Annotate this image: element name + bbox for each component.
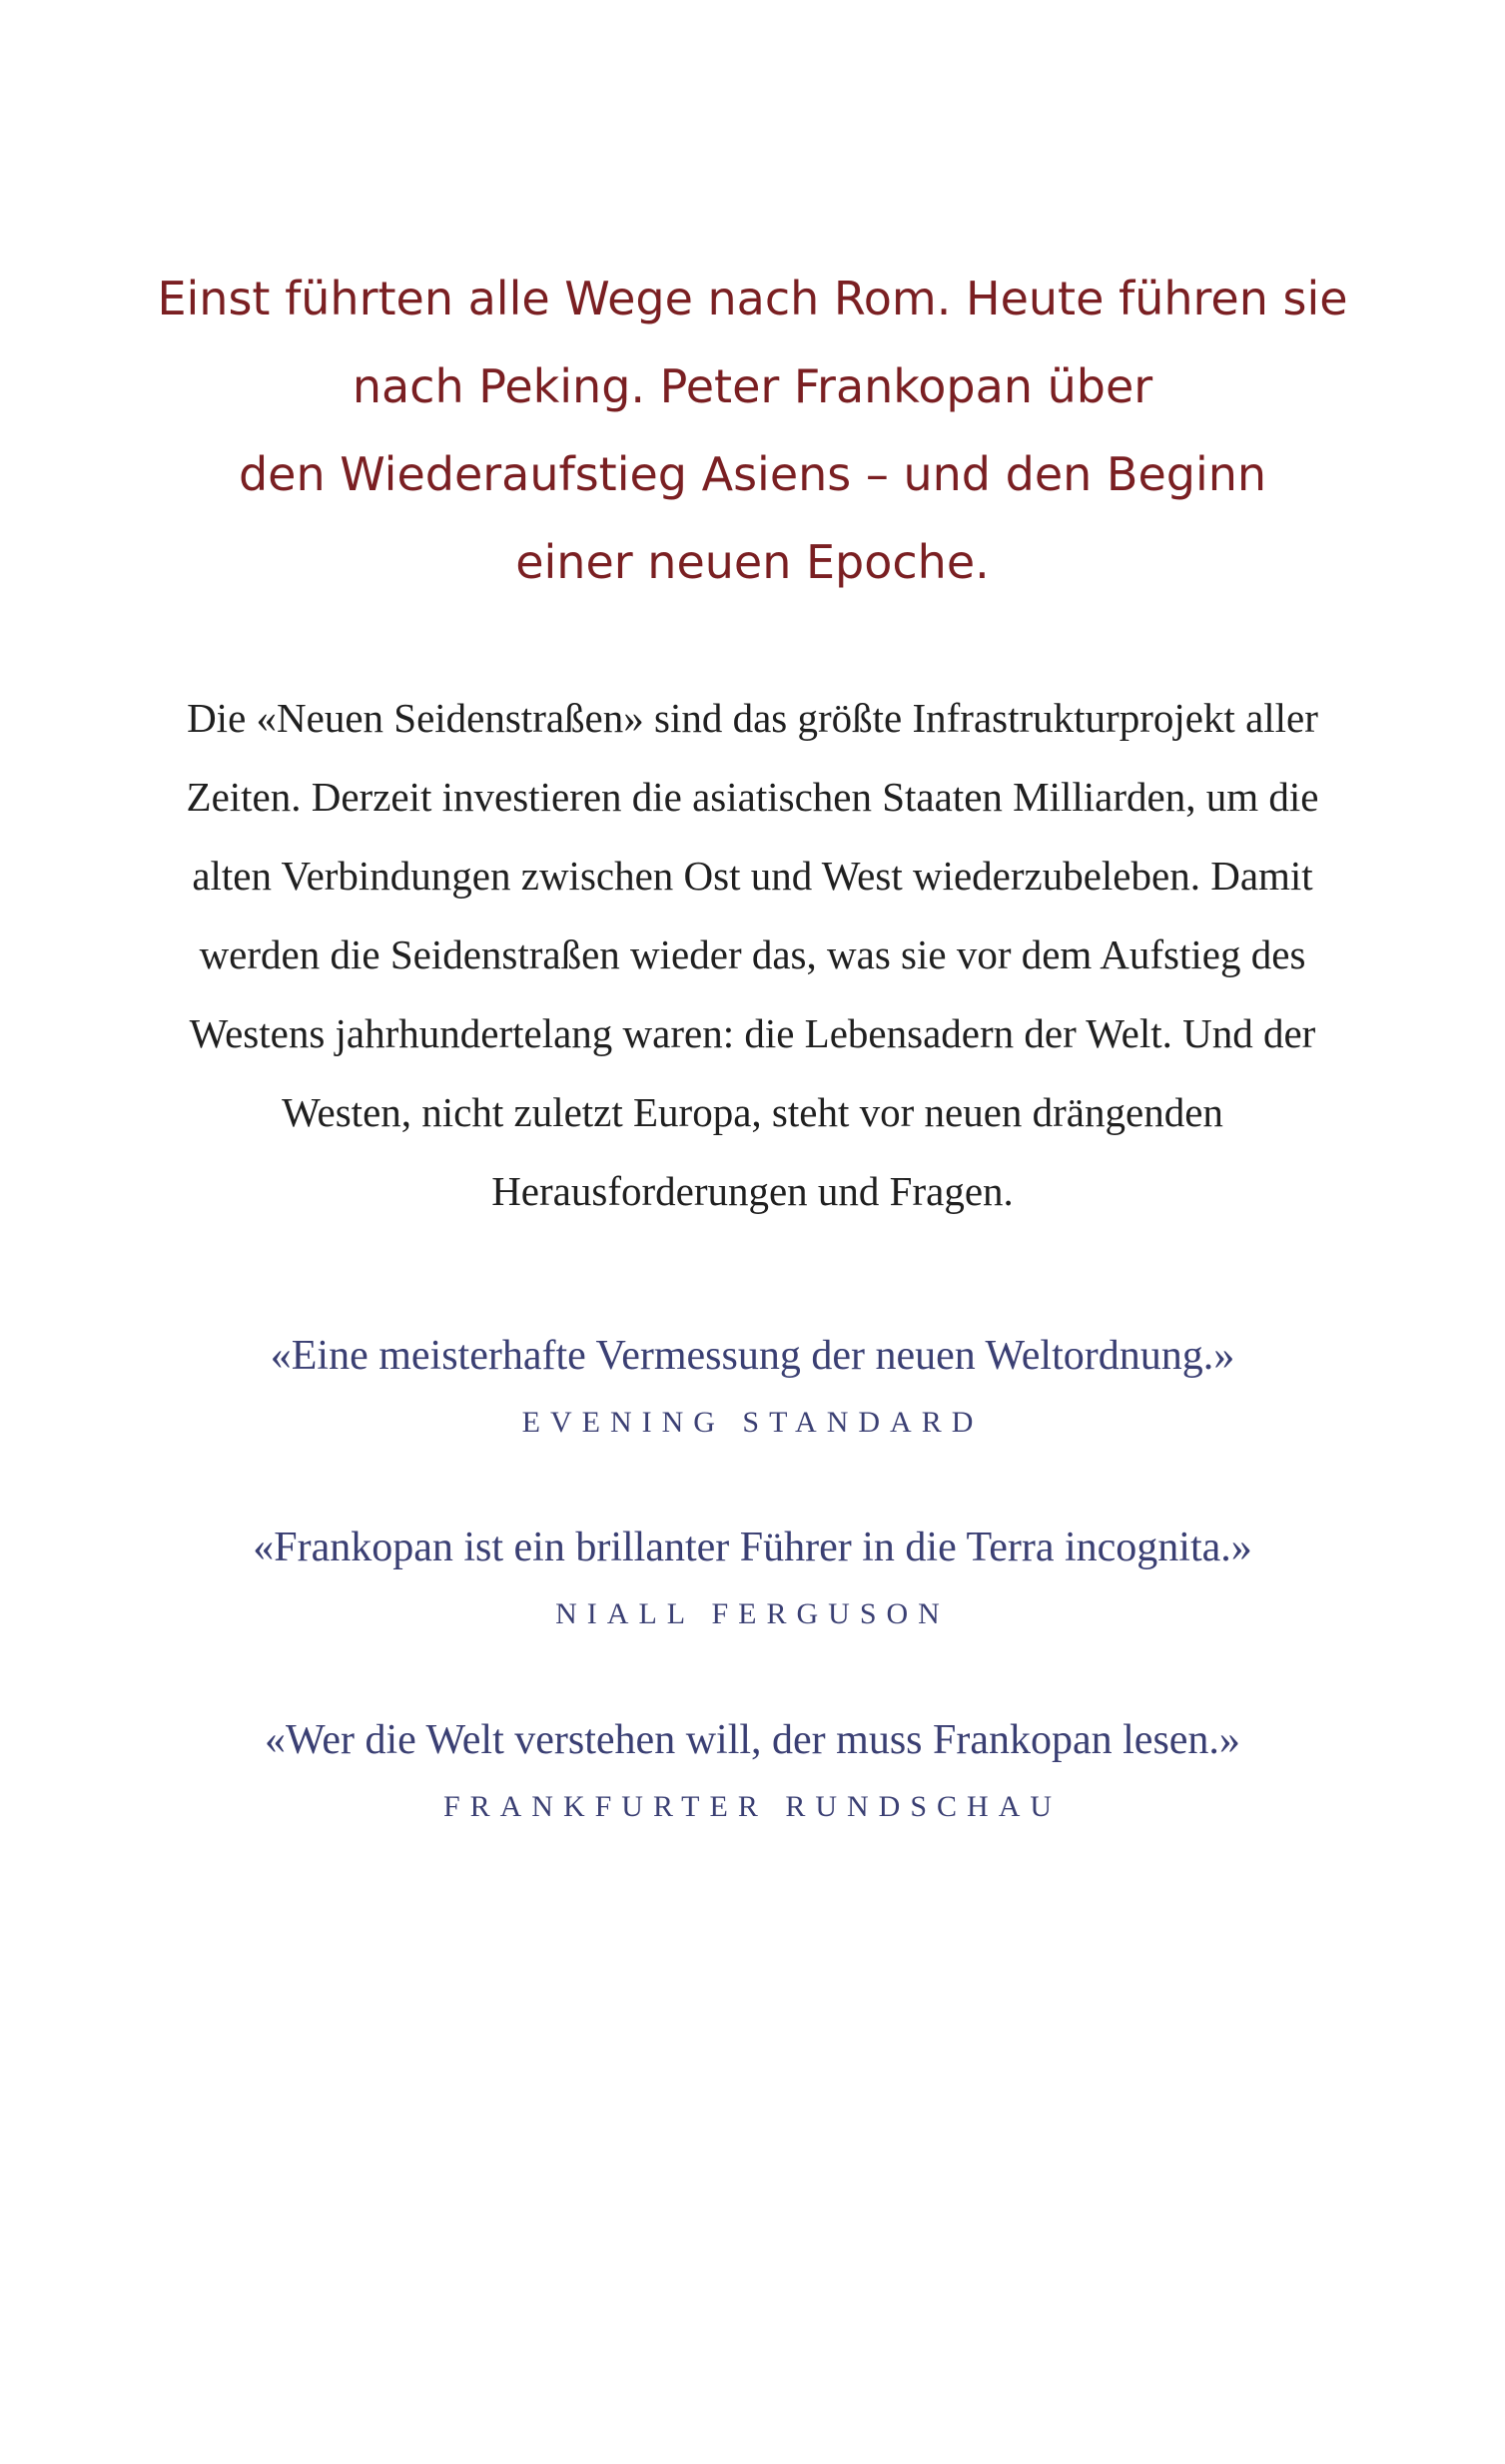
quote-source: NIALL FERGUSON (555, 1597, 950, 1630)
quote-source: FRANKFURTER RUNDSCHAU (442, 1790, 1063, 1823)
review-quote (80, 1710, 1425, 1832)
blurb-line: Westens jahrhundertelang waren: die Lebensadern der Welt. Und der (189, 1010, 1316, 1056)
quote-source: EVENING STANDARD (521, 1406, 984, 1439)
headline-line: einer neuen Epoche. (515, 535, 990, 589)
blurb-line: alten Verbindungen zwischen Ost und West wiederzubeleben. Damit (192, 853, 1313, 899)
blurb-line: werden die Seidenstraßen wieder das, was sie vor dem Aufstieg des (199, 931, 1306, 977)
blurb-line: Die «Neuen Seidenstraßen» sind das größte Infrastrukturprojekt aller (187, 695, 1318, 741)
quote-text: «Frankopan ist ein brillanter Führer in die Terra incognita.» (253, 1525, 1252, 1570)
blurb-line: Herausforderungen und Fragen. (491, 1168, 1014, 1214)
headline (100, 255, 1405, 606)
blurb-line: Zeiten. Derzeit investieren die asiatischen Staaten Milliarden, um die (186, 774, 1319, 820)
blurb-paragraph (80, 679, 1425, 1231)
blurb-line: Westen, nicht zuletzt Europa, steht vor neuen drängenden (282, 1089, 1223, 1135)
quote-text: «Eine meisterhafte Vermessung der neuen Weltordnung.» (270, 1333, 1235, 1379)
review-quote (80, 1326, 1425, 1448)
quote-text: «Wer die Welt verstehen will, der muss Frankopan lesen.» (265, 1717, 1240, 1763)
review-quote (80, 1518, 1425, 1639)
headline-line: nach Peking. Peter Frankopan über (352, 359, 1153, 413)
headline-line: Einst führten alle Wege nach Rom. Heute führen sie (157, 272, 1348, 325)
headline-line: den Wiederaufstieg Asiens – und den Beginn (238, 447, 1267, 501)
